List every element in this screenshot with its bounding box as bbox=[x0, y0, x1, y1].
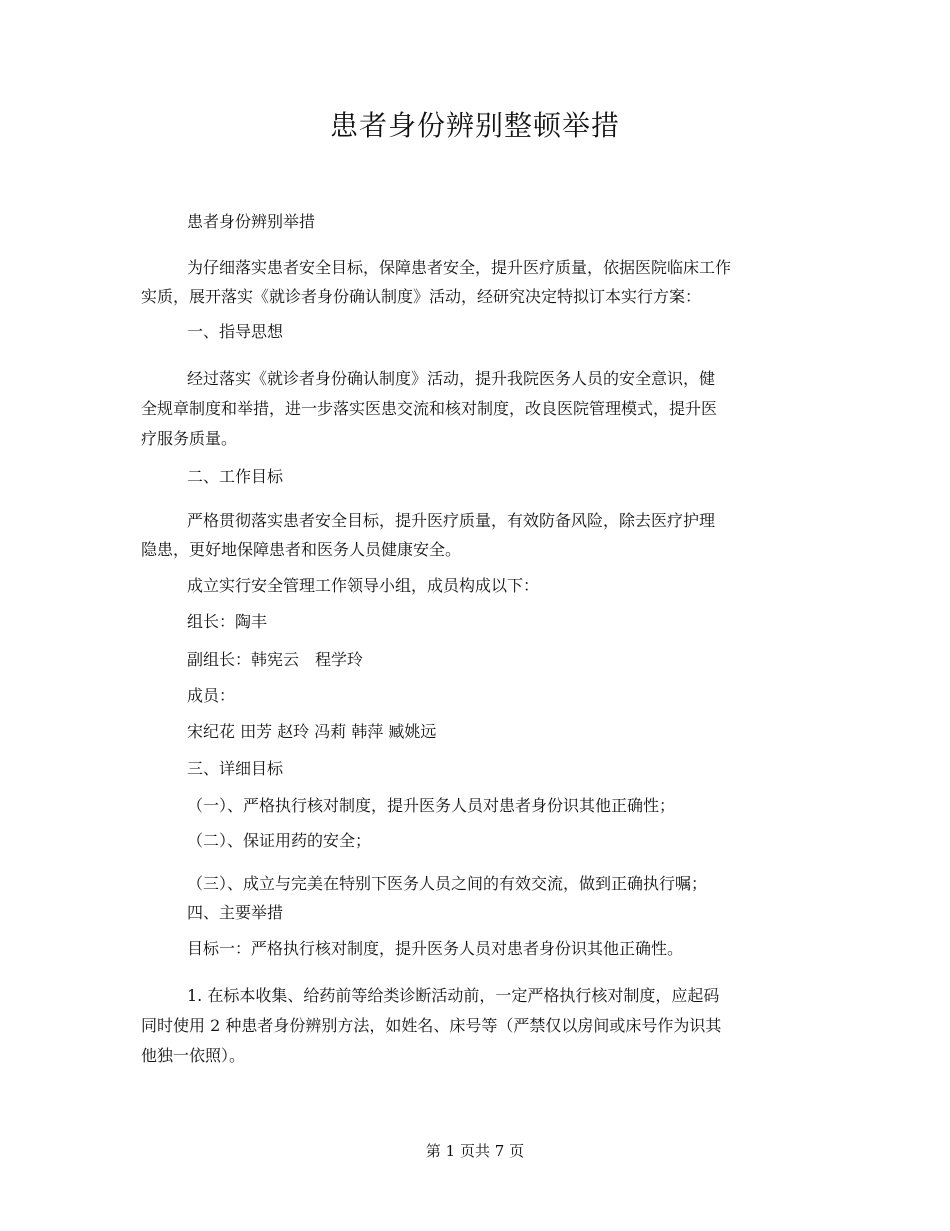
paragraph-line: 成立实行安全管理工作领导小组，成员构成以下： bbox=[187, 576, 540, 595]
section-heading: 患者身份辨别举措 bbox=[187, 212, 316, 231]
paragraph-line: 经过落实《就诊者身份确认制度》活动，提升我院医务人员的安全意识，健 bbox=[187, 369, 716, 388]
team-deputy-leaders: 副组长：韩宪云 程学玲 bbox=[187, 650, 364, 669]
page-title: 患者身份辨别整顿举措 bbox=[329, 109, 620, 142]
paragraph-line: 1. 在标本收集、给药前等给类诊断活动前，一定严格执行核对制度，应起码 bbox=[187, 986, 720, 1005]
paragraph-line: 他独一依照）。 bbox=[141, 1046, 246, 1065]
section-heading: 三、详细目标 bbox=[187, 759, 284, 778]
team-members-label: 成员： bbox=[187, 686, 236, 705]
list-item: （二）、保证用药的安全； bbox=[187, 831, 372, 850]
page-footer: 第 1 页共 7 页 bbox=[425, 1142, 525, 1160]
section-heading: 二、工作目标 bbox=[187, 467, 284, 486]
paragraph-line: 目标一：严格执行核对制度，提升医务人员对患者身份识其他正确性。 bbox=[187, 939, 684, 958]
paragraph-line: 为仔细落实患者安全目标，保障患者安全，提升医疗质量，依据医院临床工作 bbox=[187, 258, 732, 277]
team-members-list: 宋纪花 田芳 赵玲 冯莉 韩萍 臧姚远 bbox=[187, 722, 437, 741]
paragraph-line: 实质，展开落实《就诊者身份确认制度》活动，经研究决定特拟订本实行方案： bbox=[141, 287, 702, 306]
paragraph-line: 严格贯彻落实患者安全目标，提升医疗质量，有效防备风险，除去医疗护理 bbox=[187, 511, 716, 530]
section-heading: 一、指导思想 bbox=[187, 322, 284, 341]
team-leader: 组长：陶丰 bbox=[187, 612, 268, 631]
paragraph-line: 全规章制度和举措，进一步落实医患交流和核对制度，改良医院管理模式，提升医 bbox=[141, 399, 718, 418]
paragraph-line: 疗服务质量。 bbox=[141, 429, 238, 448]
list-item: （一）、严格执行核对制度，提升医务人员对患者身份识其他正确性； bbox=[187, 796, 676, 815]
section-heading: 四、主要举措 bbox=[187, 903, 284, 922]
list-item: （三）、成立与完美在特别下医务人员之间的有效交流，做到正确执行嘱； bbox=[187, 874, 708, 893]
paragraph-line: 同时使用 2 种患者身份辨别方法，如姓名、床号等（严禁仅以房间或床号作为识其 bbox=[141, 1016, 722, 1035]
paragraph-line: 隐患，更好地保障患者和医务人员健康安全。 bbox=[141, 540, 462, 559]
